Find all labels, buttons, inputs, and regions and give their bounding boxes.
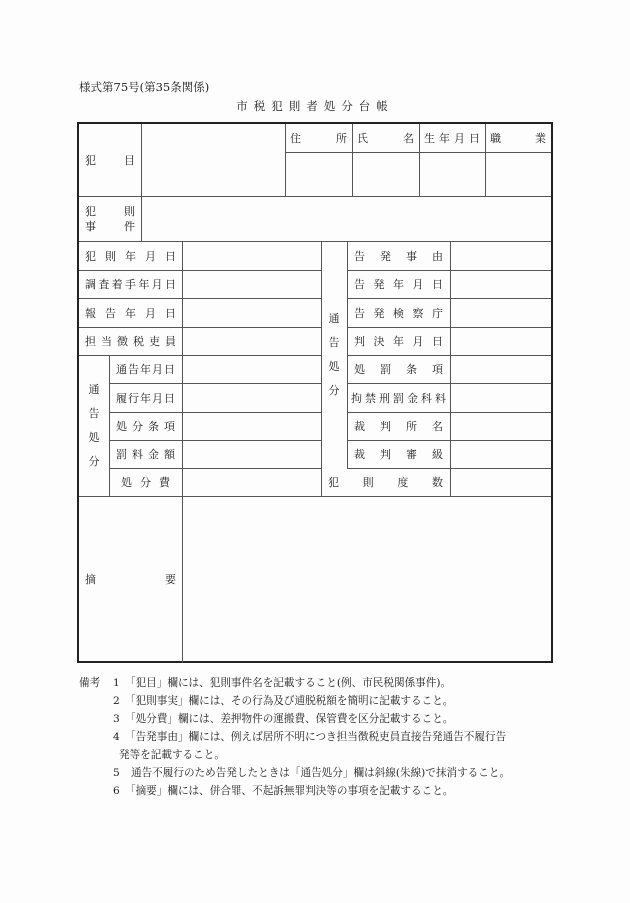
label-tsukoku-shobun-middle-char: 処: [328, 359, 340, 373]
label-fulfillment-date-char: 履: [116, 391, 127, 405]
label-fine-amount: [109, 440, 182, 468]
label-tax-officer-char: 担: [85, 335, 96, 348]
label-court-name-char: 裁: [354, 420, 365, 433]
label-fulfillment-date-char: 月: [152, 391, 163, 405]
page-title: 市税犯則者処分台帳: [236, 99, 394, 113]
label-name-char: 名: [403, 132, 414, 145]
label-hanmoku-char: 犯: [85, 154, 96, 167]
label-address-char: 所: [336, 132, 347, 145]
field-tax-officer[interactable]: [183, 328, 321, 355]
label-notice-date-char: 月: [152, 363, 163, 376]
note-number: 2: [113, 695, 120, 707]
label-birthdate-char: 生: [424, 132, 435, 145]
label-accusation-date-char: 月: [412, 278, 424, 291]
label-fulfillment-date-char: 年: [140, 391, 151, 405]
label-char: 則: [124, 204, 135, 218]
label-judgment-date-char: 決: [373, 335, 385, 348]
note-item: [79, 710, 559, 728]
label-court-name-char: 名: [432, 420, 443, 433]
field-penalty-type[interactable]: [451, 384, 551, 412]
label-prosecutor-office-char: 察: [412, 306, 424, 320]
label-judgment-date-char: 月: [412, 335, 424, 348]
label-investigation-start-date-char: 着: [111, 278, 123, 291]
label-hansoku-date-char: 日: [165, 249, 176, 263]
label-court-name-char: 所: [406, 420, 417, 433]
label-name-char: 氏: [357, 132, 368, 145]
label-address: [285, 124, 352, 152]
note-text: 「摘要」欄には、併合罪、不起訴無罪判決等の事項を記載すること。: [125, 785, 454, 797]
label-hanmoku: [79, 124, 141, 196]
note-text: 「処分費」欄には、差押物件の運搬費、保管費を区分記載すること。: [125, 713, 454, 725]
field-hansoku-count[interactable]: [451, 469, 551, 496]
note-number: 6: [113, 785, 120, 797]
label-address-char: 住: [290, 132, 301, 145]
note-item: [79, 764, 559, 782]
note-text: 「告発事由」欄には、例えば居所不明につき担当徴税吏員直接告発通告不履行告: [125, 731, 507, 743]
label-occupation-char: 業: [535, 132, 546, 145]
label-court-level: [347, 440, 450, 468]
field-name[interactable]: [353, 153, 419, 196]
label-investigation-start-date: [79, 270, 182, 298]
label-birthdate: [419, 124, 485, 152]
label-char: 事: [85, 219, 96, 233]
label-hansoku-date-char: 年: [125, 249, 136, 263]
note-text-continuation: 発等を記載すること。: [119, 749, 225, 761]
label-birthdate-char: 日: [469, 132, 480, 145]
label-court-level-char: 判: [380, 448, 391, 461]
label-judgment-date: [347, 327, 450, 355]
note-item: [79, 782, 559, 800]
notes-section: [79, 674, 559, 800]
label-tsukoku-shobun-middle-char: 通: [328, 311, 340, 325]
label-penalty-clause-char: 罰: [380, 363, 391, 376]
label-tax-officer-char: 当: [101, 335, 112, 348]
notes-heading: 備考: [79, 677, 101, 689]
note-text: 通告不履行のため告発したときは「通告処分」欄は斜線(朱線)で抹消すること。: [131, 767, 511, 779]
label-investigation-start-date-char: 調: [85, 278, 96, 291]
label-disposition-cost: [109, 468, 182, 496]
label-investigation-start-date-char: 査: [98, 278, 110, 291]
label-char: 件: [124, 219, 135, 233]
label-tax-officer-char: 員: [165, 335, 176, 348]
field-fine-amount[interactable]: [183, 441, 321, 468]
label-fulfillment-date: [109, 383, 182, 412]
label-penalty-type-char: 禁: [365, 391, 376, 405]
note-item: [79, 728, 559, 746]
label-tsukoku-shobun-group-char: 告: [88, 406, 100, 420]
label-prosecutor-office-char: 庁: [432, 306, 443, 320]
label-tekiyo: [79, 496, 182, 661]
label-court-name-char: 判: [380, 420, 391, 433]
label-hansoku-date-char: 月: [145, 249, 156, 263]
label-tsukoku-shobun-middle-char: 分: [328, 383, 340, 397]
label-notice-date-char: 通: [116, 363, 127, 376]
label-tax-officer-char: 税: [133, 335, 144, 348]
field-occupation[interactable]: [486, 153, 551, 196]
label-fine-amount-char: 罰: [116, 448, 127, 461]
label-accusation-reason-char: 告: [354, 249, 365, 263]
field-notice-date[interactable]: [183, 356, 321, 383]
label-accusation-date-char: 告: [354, 278, 365, 291]
label-occupation-char: 職: [490, 132, 501, 145]
label-tekiyo-char: 摘: [85, 572, 96, 586]
label-judgment-date-char: 年: [393, 335, 404, 348]
label-notice-date: [109, 355, 182, 383]
label-tsukoku-shobun-middle-char: 告: [328, 335, 340, 349]
label-hansoku-date-char: 犯: [85, 249, 96, 263]
label-report-date-char: 月: [145, 306, 156, 320]
note-number: 1: [113, 677, 120, 689]
label-tekiyo-char: 要: [165, 572, 176, 586]
label-disposition-cost-char: 分: [140, 476, 151, 489]
label-hansoku-count-char: 度: [397, 476, 409, 489]
field-tekiyo[interactable]: [183, 497, 551, 661]
label-fulfillment-date-char: 日: [164, 391, 175, 405]
note-number: 3: [113, 713, 120, 725]
field-report-date[interactable]: [183, 299, 321, 327]
label-notice-date-char: 年: [140, 363, 151, 376]
label-court-level-char: 裁: [354, 448, 365, 461]
label-birthdate-char: 年: [439, 132, 450, 145]
field-birthdate[interactable]: [420, 153, 485, 196]
label-prosecutor-office-char: 検: [393, 306, 404, 320]
label-investigation-start-date-char: 月: [151, 278, 163, 291]
form-number: 様式第75号(第35条関係): [79, 80, 210, 94]
label-investigation-start-date-char: 手: [124, 278, 136, 291]
label-disposition-clause-char: 分: [132, 420, 143, 433]
label-disposition-clause-char: 項: [164, 420, 175, 433]
label-tsukoku-shobun-group-char: 処: [88, 430, 100, 444]
label-disposition-clause-char: 条: [148, 420, 159, 433]
field-hanmoku[interactable]: [142, 124, 285, 196]
label-hansoku-jiken: [79, 196, 141, 241]
label-penalty-type-char: 金: [407, 391, 418, 405]
label-report-date-char: 告: [105, 306, 116, 320]
label-notice-date-char: 告: [128, 363, 139, 376]
label-hanmoku-char: 目: [124, 154, 135, 167]
label-investigation-start-date-char: 日: [164, 278, 176, 291]
label-penalty-clause-char: 条: [406, 363, 417, 376]
ledger-table: [77, 122, 553, 663]
note-text: 「犯則事実」欄には、その行為及び逋脱税額を簡明に記載すること。: [125, 695, 454, 707]
label-accusation-reason: [347, 241, 450, 270]
label-report-date-char: 年: [125, 306, 136, 320]
label-hansoku-date: [79, 241, 182, 270]
label-tax-officer-char: 徴: [117, 335, 128, 348]
label-char: 犯: [85, 204, 96, 218]
label-tsukoku-shobun-group-char: 分: [88, 454, 100, 468]
label-accusation-date-char: 日: [432, 278, 443, 291]
label-tax-officer-char: 吏: [149, 335, 160, 348]
note-text: 「犯目」欄には、犯則事件名を記載すること(例、市民税関係事件)。: [125, 677, 452, 689]
field-accusation-date[interactable]: [451, 271, 551, 298]
label-occupation: [485, 124, 551, 152]
label-judgment-date-char: 日: [432, 335, 443, 348]
field-accusation-reason[interactable]: [451, 242, 551, 270]
note-item: [79, 674, 559, 692]
label-judgment-date-char: 判: [354, 335, 365, 348]
label-accusation-date-char: 発: [373, 278, 385, 291]
label-penalty-type-char: 拘: [351, 391, 362, 405]
label-birthdate-char: 月: [454, 132, 465, 145]
label-notice-date-char: 日: [164, 363, 175, 376]
note-number: 4: [113, 731, 120, 743]
field-court-name[interactable]: [451, 413, 551, 440]
label-report-date: [79, 298, 182, 327]
field-prosecutor-office[interactable]: [451, 299, 551, 327]
label-tsukoku-shobun-middle: [321, 241, 347, 468]
label-tax-officer: [79, 327, 182, 355]
field-fulfillment-date[interactable]: [183, 384, 321, 412]
label-prosecutor-office: [347, 298, 450, 327]
label-fine-amount-char: 料: [132, 448, 143, 461]
label-court-name: [347, 412, 450, 440]
label-investigation-start-date-char: 年: [138, 278, 150, 291]
label-penalty-clause: [347, 355, 450, 383]
label-prosecutor-office-char: 発: [373, 306, 385, 320]
label-penalty-type-char: 料: [435, 391, 446, 405]
label-accusation-date-char: 年: [393, 278, 404, 291]
label-report-date-char: 日: [165, 306, 176, 320]
label-accusation-date: [347, 270, 450, 298]
field-disposition-cost[interactable]: [183, 469, 321, 496]
label-penalty-type-char: 科: [421, 391, 432, 405]
label-prosecutor-office-char: 告: [354, 306, 365, 320]
label-accusation-reason-char: 発: [380, 249, 391, 263]
label-disposition-cost-char: 処: [121, 476, 132, 489]
field-investigation-start-date[interactable]: [183, 271, 321, 298]
label-disposition-cost-char: 費: [159, 476, 170, 489]
label-court-level-char: 級: [432, 448, 443, 461]
label-court-level-char: 審: [406, 448, 417, 461]
field-penalty-clause[interactable]: [451, 356, 551, 383]
field-address[interactable]: [286, 153, 352, 196]
label-hansoku-jiken-line2: [85, 219, 135, 234]
label-accusation-reason-char: 由: [432, 249, 443, 263]
label-hansoku-count-char: 数: [431, 476, 443, 489]
label-fine-amount-char: 金: [148, 448, 159, 461]
label-hansoku-count-char: 犯: [328, 476, 339, 489]
label-disposition-clause: [109, 412, 182, 440]
label-name: [352, 124, 419, 152]
field-hansoku-jiken[interactable]: [142, 197, 551, 241]
label-disposition-clause-char: 処: [116, 420, 127, 433]
label-accusation-reason-char: 事: [406, 249, 417, 263]
label-tsukoku-shobun-group-char: 通: [88, 382, 100, 396]
field-judgment-date[interactable]: [451, 328, 551, 355]
label-hansoku-count-char: 則: [362, 476, 374, 489]
label-penalty-type-char: 罰: [393, 391, 404, 405]
label-hansoku-date-char: 則: [105, 249, 116, 263]
note-number: 5: [113, 767, 120, 779]
label-penalty-clause-char: 処: [354, 363, 365, 376]
note-item-continuation: [79, 746, 559, 764]
label-hansoku-jiken-line1: [85, 204, 135, 219]
field-disposition-clause[interactable]: [183, 413, 321, 440]
field-hansoku-date[interactable]: [183, 242, 321, 270]
label-penalty-type-char: 刑: [379, 391, 390, 405]
note-item: [79, 692, 559, 710]
label-tsukoku-shobun-group: [79, 355, 109, 496]
label-penalty-type: [347, 383, 450, 412]
label-hansoku-count: [321, 468, 450, 496]
field-court-level[interactable]: [451, 441, 551, 468]
label-report-date-char: 報: [85, 306, 96, 320]
label-fine-amount-char: 額: [164, 448, 175, 461]
label-fulfillment-date-char: 行: [128, 391, 139, 405]
label-penalty-clause-char: 項: [432, 363, 443, 376]
